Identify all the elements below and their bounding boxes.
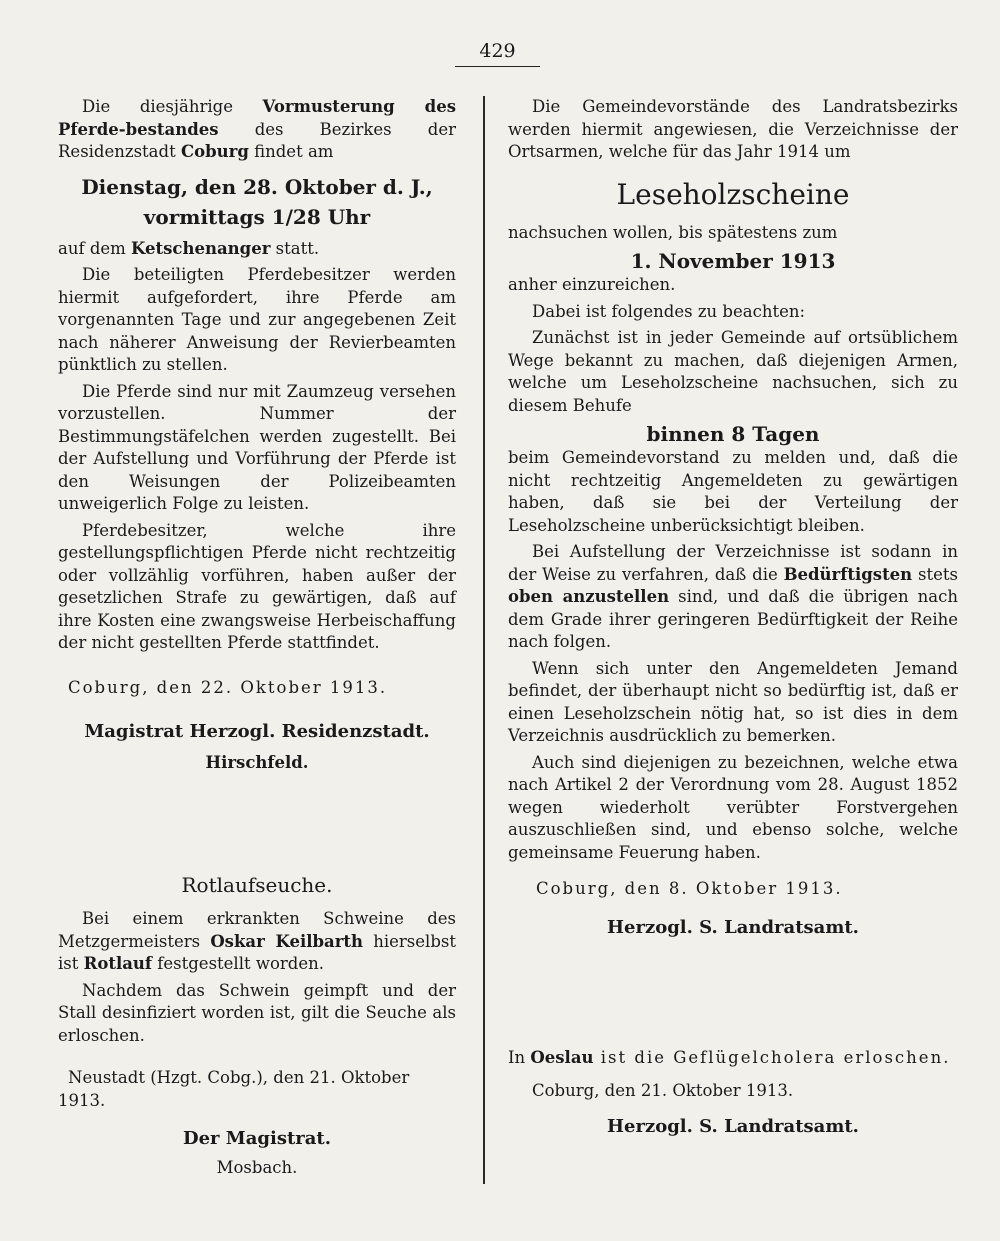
dateline: Coburg, den 8. Oktober 1913. [536,879,843,898]
text: In [508,1048,531,1067]
signature-name: Mosbach. [216,1157,298,1177]
notice-text [58,908,456,976]
signature-authority: Magistrat Herzogl. Residenzstadt. [84,721,430,742]
bold-text: Coburg [180,142,249,161]
signature-authority: Herzogl. S. Landratsamt. [607,916,859,938]
text: Bei einem erkrankten Schweine des Metzgermeisters [58,909,456,951]
text: stets [912,564,958,584]
bold-text: Vormusterung des Pferde-bestandes [58,97,456,139]
notice-title: Leseholzscheine [616,177,850,211]
text: auf dem [58,238,132,258]
paragraph: beim Gemeindevorstand zu melden und, daß die nicht rechtzeitig Angemeldeten zu gewärtigen haben, daß sie bei der Verteilung der Leseholzscheine unberücksichtigt bleiben. [508,448,958,535]
paragraph [508,541,958,654]
paragraph: Wenn sich unter den Angemeldeten Jemand befindet, der überhaupt nicht so bedürftig ist, daß er einen Leseholzschein nötig hat, so ist dies in dem Verzeichnis ausdrücklich zu bemerken. [508,658,958,745]
paragraph: Die Pferde sind nur mit Zaumzeug versehen vorzustellen. Nummer der Bestimmungstäfelchen werden zugestellt. Bei der Aufstellung und Vorführung der Pferde ist den Weisungen der Polizeibeamten unweigerlich Folge zu leisten. [58,381,456,513]
signature-authority: Der Magistrat. [183,1128,331,1149]
event-place [58,238,456,261]
dateline: Neustadt (Hzgt. Cobg.), den 21. Oktober 1913. [58,1068,410,1110]
dateline: Coburg, den 22. Oktober 1913. [68,677,388,697]
bold-text: Rotlauf [83,954,153,973]
text: festgestellt worden. [152,954,325,973]
text: findet am [248,142,334,161]
bold-text: Oskar Keilbarth [210,931,364,951]
bold-text: Bedürftigsten [783,564,913,584]
event-date: Dienstag, den 28. Oktober d. J., [81,174,433,199]
event-time: vormittags 1/28 Uhr [143,204,371,229]
section-title: Rotlaufseuche. [181,873,333,897]
text-line: anher einzureichen. [508,275,676,294]
bold-text: Ketschenanger [131,238,271,258]
column-divider [483,96,485,1184]
text: hierselbst ist [58,931,456,973]
text-line: Dabei ist folgendes zu beachten: [532,301,806,321]
page-number: 429 [455,40,540,67]
notice-intro [58,96,456,164]
text: Die diesjährige [82,97,263,116]
text: sind, und daß die übrigen nach dem Grade ihrer geringeren Bedürftigkeit der Reihe nach folgen. [508,587,958,651]
deadline-days: binnen 8 Tagen [646,422,820,446]
left-column [58,96,456,1183]
text: Bei Aufstellung der Verzeichnisse ist sodann in der Weise zu verfahren, daß die [508,542,958,584]
bold-text: oben anzustellen [508,587,670,606]
text: ist die Geflügelcholera erloschen. [593,1048,951,1067]
paragraph: Die beteiligten Pferdebesitzer werden hiermit aufgefordert, ihre Pferde am vorgenannten Tage und zur angegebenen Zeit nach näherer Anweisung der Revierbeamten pünktlich zu stellen. [58,265,456,374]
paragraph: Zunächst ist in jeder Gemeinde auf ortsüblichem Wege bekannt zu machen, daß diejenigen Armen, welche um Leseholzscheine nachsuchen, sich zu diesem Behufe [508,328,958,415]
signature-name: Hirschfeld. [205,752,309,772]
dateline: Coburg, den 21. Oktober 1913. [532,1080,794,1100]
right-column [508,96,958,1143]
text: des Bezirkes der Residenzstadt [58,119,456,161]
text-line: nachsuchen wollen, bis spätestens zum [508,222,838,242]
text: statt. [270,238,320,258]
notice-text [508,1047,958,1070]
bold-text: Oeslau [530,1048,594,1067]
notice-intro: Die Gemeindevorstände des Landratsbezirks werden hiermit angewiesen, die Verzeichnisse der Ortsarmen, welche für das Jahr 1914 um [508,97,958,161]
paragraph: Pferdebesitzer, welche ihre gestellungspflichtigen Pferde nicht rechtzeitig oder vollzählig vorführen, haben außer der gesetzlichen Strafe zu gewärtigen, daß auf ihre Kosten eine zwangsweise Herbeischaffung der nicht gestellten Pferde stattfindet. [58,520,456,652]
paragraph: Auch sind diejenigen zu bezeichnen, welche etwa nach Artikel 2 der Verordnung vom 28. August 1852 wegen wiederholt verübter Forstvergehen auszuschließen sind, und ebenso solche, welche gemeinsame Feuerung haben. [508,752,958,862]
signature-authority: Herzogl. S. Landratsamt. [607,1116,859,1137]
paragraph: Nachdem das Schwein geimpft und der Stall desinfiziert worden ist, gilt die Seuche als erloschen. [58,980,456,1045]
deadline-date: 1. November 1913 [630,249,836,273]
